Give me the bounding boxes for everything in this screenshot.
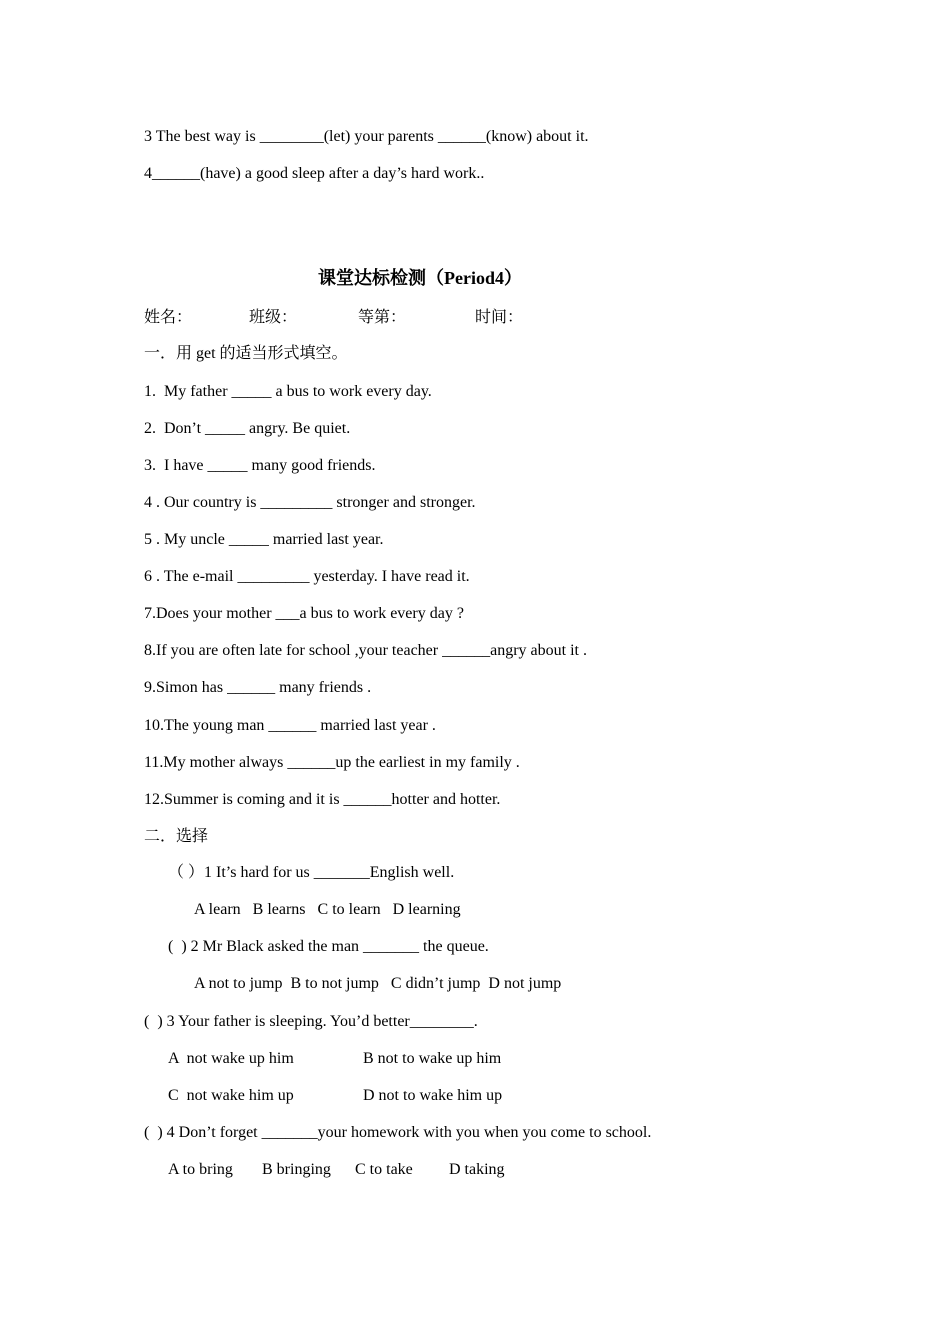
question-item: 11.My mother always ______up the earliest in my family . [144, 754, 520, 771]
question-item: 2. Don’t _____ angry. Be quiet. [144, 420, 351, 437]
question-item: 5 . My uncle _____ married last year. [144, 531, 384, 548]
choice-question-3-option-c: C not wake him up [168, 1087, 294, 1104]
question-item: 10.The young man ______ married last year . [144, 717, 436, 734]
section-2-heading: 二．选择 [144, 828, 209, 845]
time-field-label: 时间： [475, 309, 524, 326]
choice-question-4-option-b: B bringing [262, 1161, 331, 1178]
question-item: 12.Summer is coming and it is ______hotter and hotter. [144, 791, 501, 808]
top-item-3: 3 The best way is ________(let) your parents ______(know) about it. [144, 128, 589, 145]
choice-question-1-options: A learn B learns C to learn D learning [194, 901, 461, 918]
choice-question-3: ( ) 3 Your father is sleeping. You’d better________. [144, 1013, 478, 1030]
choice-question-4-option-d: D taking [449, 1161, 505, 1178]
choice-question-2: ( ) 2 Mr Black asked the man _______ the queue. [168, 938, 489, 955]
page-title: 课堂达标检测（Period4） [318, 268, 522, 288]
choice-question-1: （ ）1 It’s hard for us _______English well. [168, 864, 455, 881]
question-item: 1. My father _____ a bus to work every day. [144, 383, 432, 400]
question-item: 8.If you are often late for school ,your teacher ______angry about it . [144, 642, 587, 659]
choice-question-3-option-a: A not wake up him [168, 1050, 294, 1067]
choice-question-4-option-a: A to bring [168, 1161, 233, 1178]
choice-question-2-options: A not to jump B to not jump C didn’t jump D not jump [194, 975, 562, 992]
choice-question-4: ( ) 4 Don’t forget _______your homework with you when you come to school. [144, 1124, 652, 1141]
top-item-4: 4______(have) a good sleep after a day’s hard work.. [144, 165, 485, 182]
question-item: 4 . Our country is _________ stronger and stronger. [144, 494, 476, 511]
question-item: 7.Does your mother ___a bus to work every day ? [144, 605, 464, 622]
question-item: 6 . The e-mail _________ yesterday. I have read it. [144, 568, 470, 585]
choice-question-3-option-b: B not to wake up him [363, 1050, 502, 1067]
question-item: 3. I have _____ many good friends. [144, 457, 376, 474]
choice-question-4-option-c: C to take [355, 1161, 413, 1178]
question-item: 9.Simon has ______ many friends . [144, 679, 372, 696]
choice-question-3-option-d: D not to wake him up [363, 1087, 503, 1104]
class-field-label: 班级： [249, 309, 298, 326]
name-field-label: 姓名： [144, 309, 193, 326]
grade-field-label: 等第： [358, 309, 407, 326]
section-1-heading: 一．用 get 的适当形式填空。 [144, 345, 348, 362]
